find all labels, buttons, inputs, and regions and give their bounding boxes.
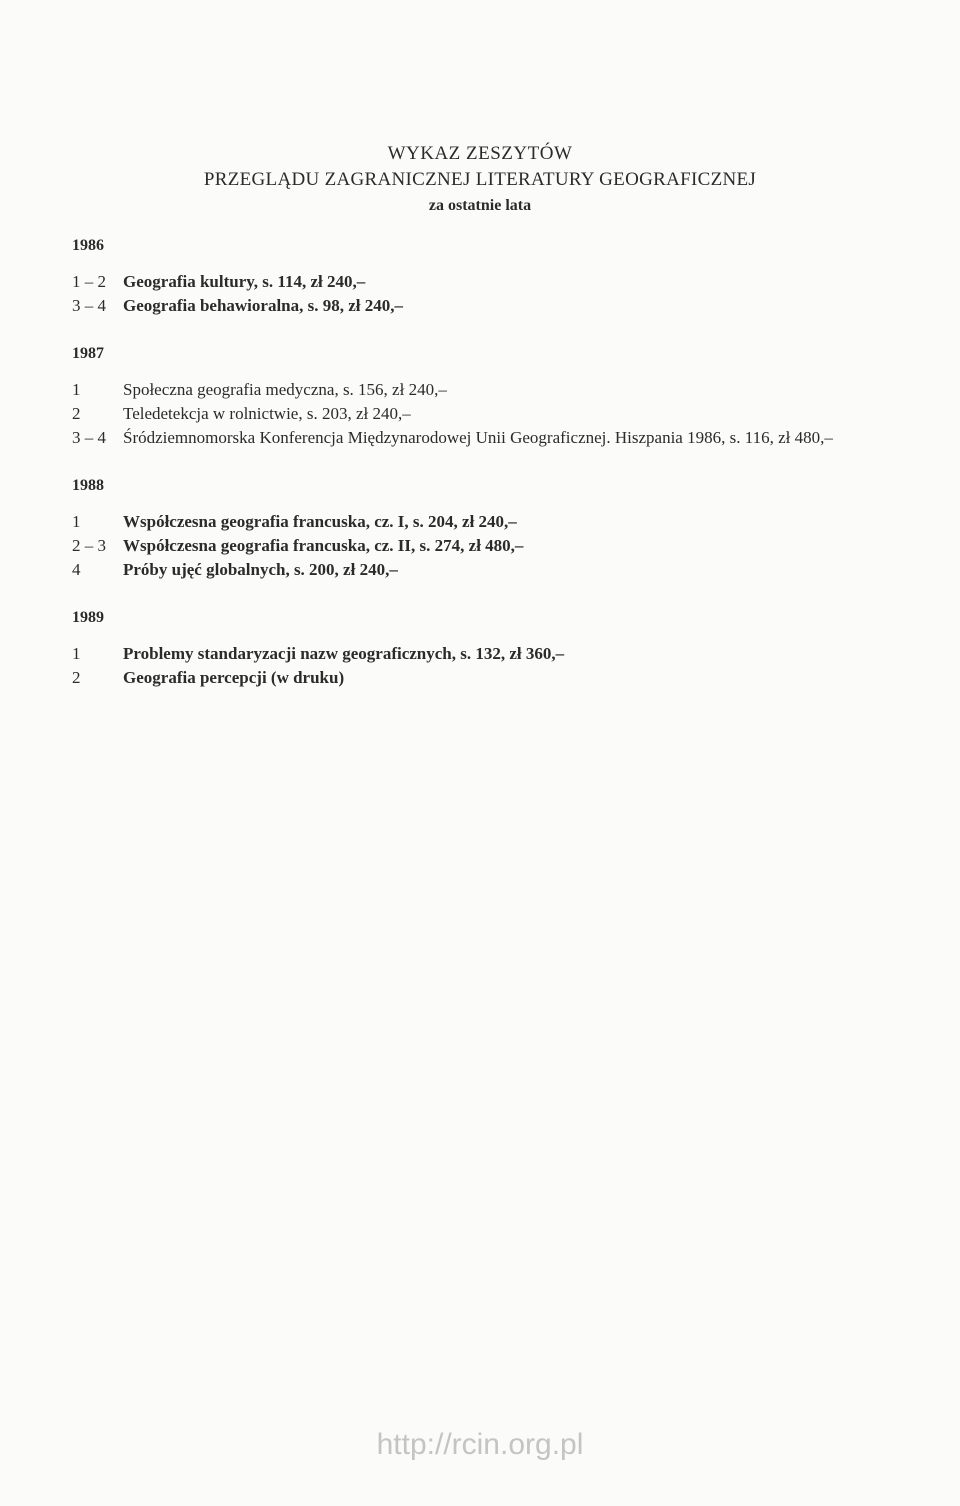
issue-number: 1 – 2: [72, 272, 106, 291]
footer-url: http://rcin.org.pl: [376, 1428, 584, 1461]
issue-number: 1: [72, 644, 81, 663]
list-item: [72, 270, 912, 294]
issue-title: Geografia kultury, s. 114, zł 240,–: [123, 272, 366, 291]
list-item: [72, 294, 912, 318]
year-section-1988: [72, 474, 912, 582]
list-item: [72, 510, 912, 534]
year-section-1987: [72, 342, 912, 450]
issue-number: 1: [72, 380, 81, 399]
list-item: [72, 534, 912, 558]
list-item: [72, 402, 912, 426]
list-item: [72, 642, 912, 666]
list-item: [72, 426, 912, 450]
year-heading: 1989: [72, 609, 104, 626]
year-heading: 1986: [72, 237, 104, 254]
issue-number: 2: [72, 404, 81, 423]
list-item: [72, 666, 912, 690]
issue-list: [72, 234, 912, 714]
year-heading: 1987: [72, 345, 104, 362]
issue-number: 2: [72, 668, 81, 687]
issue-number: 3 – 4: [72, 296, 106, 315]
page-title: WYKAZ ZESZYTÓW: [387, 143, 573, 164]
issue-title: Teledetekcja w rolnictwie, s. 203, zł 240,–: [123, 404, 411, 423]
issue-title: Społeczna geografia medyczna, s. 156, zł 240,–: [123, 380, 447, 399]
issue-title: Współczesna geografia francuska, cz. II, s. 274, zł 480,–: [123, 536, 524, 555]
page-header: [0, 141, 960, 219]
issue-title: Geografia percepcji (w druku): [123, 668, 345, 687]
issue-number: 1: [72, 512, 81, 531]
issue-title: Problemy standaryzacji nazw geograficznych, s. 132, zł 360,–: [123, 644, 565, 663]
issue-title: Geografia behawioralna, s. 98, zł 240,–: [123, 296, 404, 315]
page-title-line2: PRZEGLĄDU ZAGRANICZNEJ LITERATURY GEOGRAFICZNEJ: [203, 169, 757, 190]
list-item: [72, 378, 912, 402]
issue-number: 2 – 3: [72, 536, 106, 555]
issue-title: Współczesna geografia francuska, cz. I, s. 204, zł 240,–: [123, 512, 517, 531]
year-heading: 1988: [72, 477, 104, 494]
year-section-1986: [72, 234, 912, 318]
page-subtitle: za ostatnie lata: [428, 197, 532, 214]
list-item: [72, 558, 912, 582]
issue-number: 3 – 4: [72, 428, 106, 447]
issue-title: Śródziemnomorska Konferencja Międzynarodowej Unii Geograficznej. Hiszpania 1986, s. 116, zł 480,–: [123, 428, 833, 447]
issue-title: Próby ujęć globalnych, s. 200, zł 240,–: [123, 560, 398, 579]
issue-number: 4: [72, 560, 81, 579]
year-section-1989: [72, 606, 912, 690]
